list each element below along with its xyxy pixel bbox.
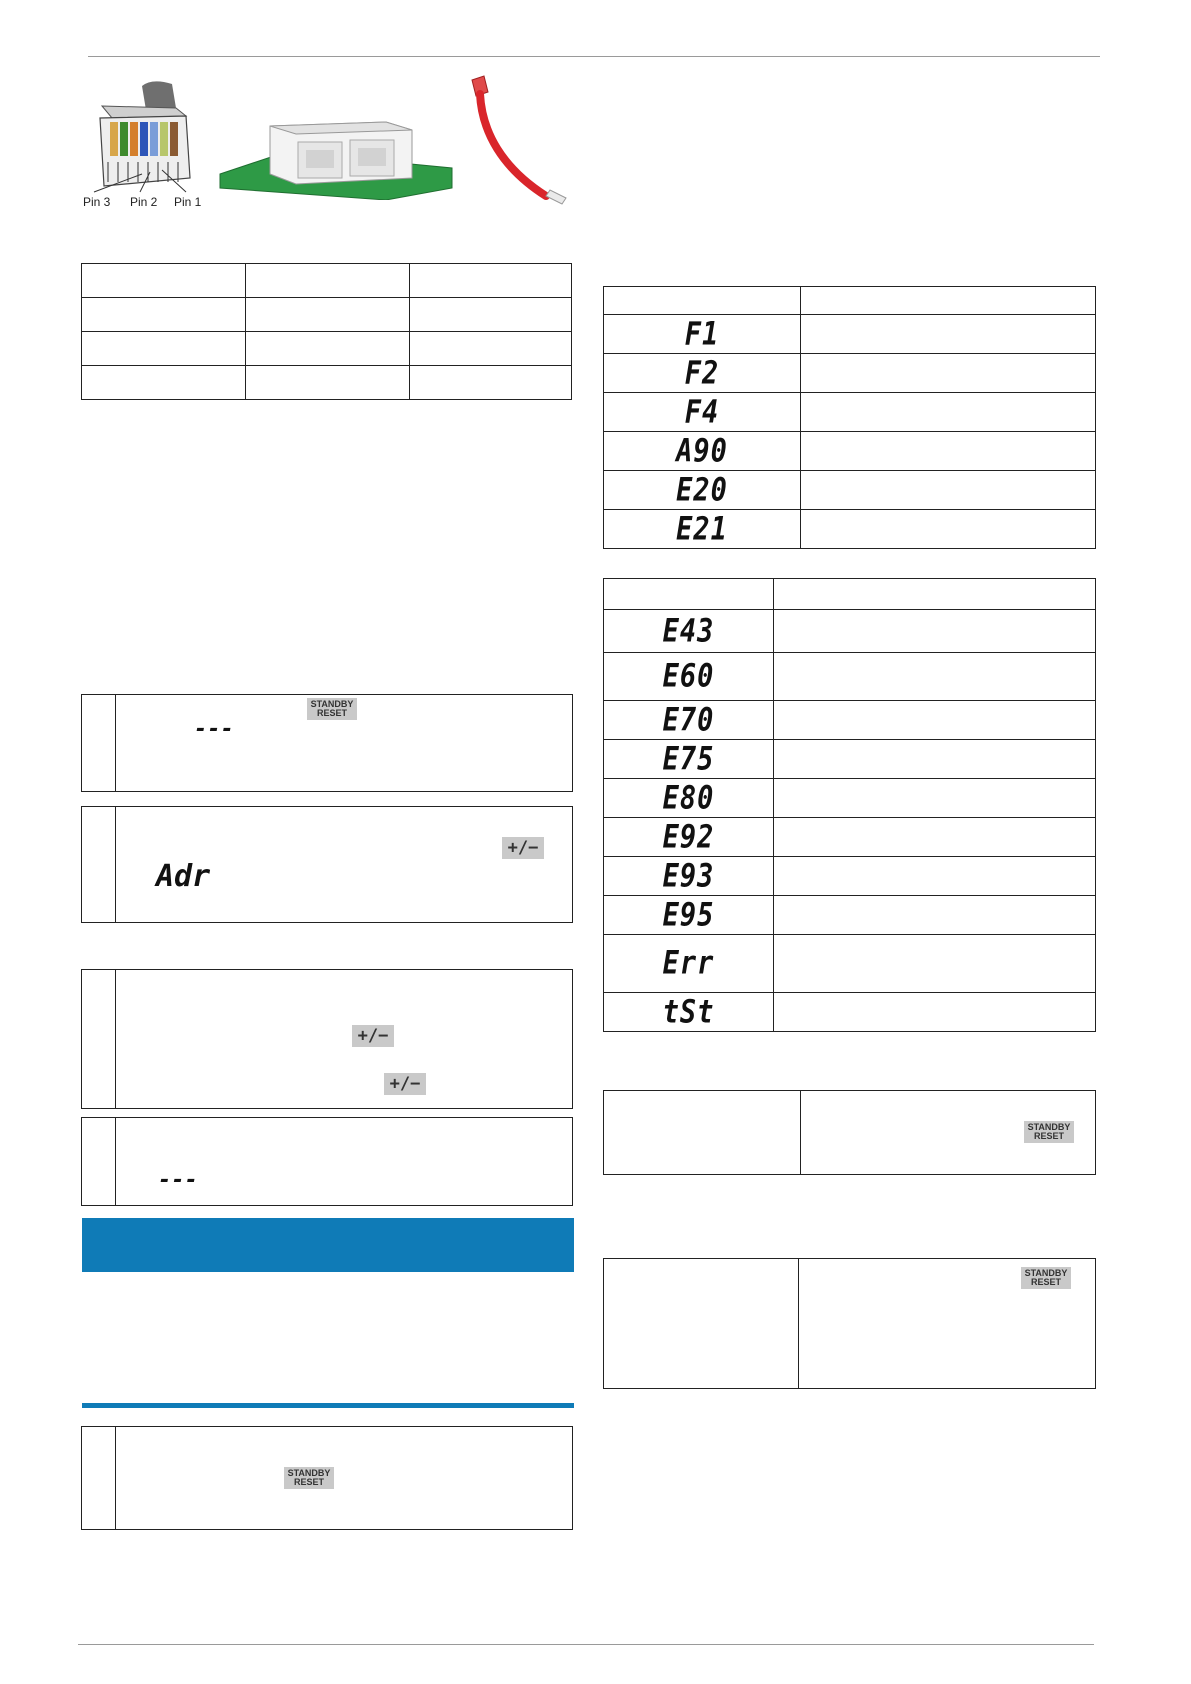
code-err: Err (662, 945, 715, 982)
footer-rule (78, 1644, 1094, 1645)
code-e93: E93 (662, 857, 715, 895)
fault-code-table-f (603, 286, 1096, 549)
code-e21: E21 (676, 510, 728, 548)
wire-bundle (110, 122, 178, 156)
step-box-5 (81, 1426, 573, 1530)
display-adr: Adr (156, 859, 211, 894)
plus-minus-button-icon: +/− (384, 1073, 426, 1095)
code-f4: F4 (684, 393, 720, 431)
rj45-connector-illustration (80, 78, 210, 206)
step-number-cell (82, 1118, 116, 1205)
fault-code-table-e (603, 578, 1096, 1032)
code-e80: E80 (662, 779, 715, 817)
pin-1-label: Pin 1 (174, 195, 202, 209)
code-e92: E92 (662, 818, 715, 856)
display-dashes: --- (194, 717, 234, 742)
step-box-2 (81, 806, 573, 923)
code-e60: E60 (662, 658, 715, 695)
plus-minus-button-icon: +/− (352, 1025, 394, 1047)
standby-reset-button-icon: STANDBY RESET (284, 1467, 334, 1489)
code-e70: E70 (662, 701, 715, 739)
network-cable-illustration (462, 72, 582, 210)
code-f1: F1 (684, 315, 720, 353)
step-number-cell (82, 695, 116, 791)
step-number-cell (82, 970, 116, 1108)
subsection-rule (82, 1403, 574, 1408)
pcb-socket-illustration (216, 108, 456, 200)
step-number-cell (82, 1427, 116, 1529)
plus-minus-button-icon: +/− (502, 837, 544, 859)
reset-info-table-2 (603, 1258, 1096, 1389)
pin-3-label: Pin 3 (83, 195, 111, 209)
pin-2-label: Pin 2 (130, 195, 158, 209)
standby-reset-button-icon: STANDBY RESET (1021, 1267, 1071, 1289)
code-f2: F2 (684, 354, 720, 392)
reset-info-table-1 (603, 1090, 1096, 1175)
code-e95: E95 (662, 896, 715, 934)
code-a90: A90 (676, 432, 728, 470)
code-e43: E43 (662, 612, 715, 650)
standby-reset-button-icon: STANDBY RESET (1024, 1121, 1074, 1143)
code-tst: tSt (662, 993, 715, 1031)
pin-assignment-table (81, 263, 572, 400)
standby-reset-button-icon: STANDBY RESET (307, 698, 357, 720)
step-box-3 (81, 969, 573, 1109)
display-dashes: --- (158, 1168, 198, 1193)
section-header-bar (82, 1218, 574, 1272)
step-box-1 (81, 694, 573, 792)
code-e75: E75 (662, 740, 715, 778)
step-number-cell (82, 807, 116, 922)
header-rule (88, 56, 1100, 57)
step-box-4 (81, 1117, 573, 1206)
code-e20: E20 (676, 471, 728, 509)
